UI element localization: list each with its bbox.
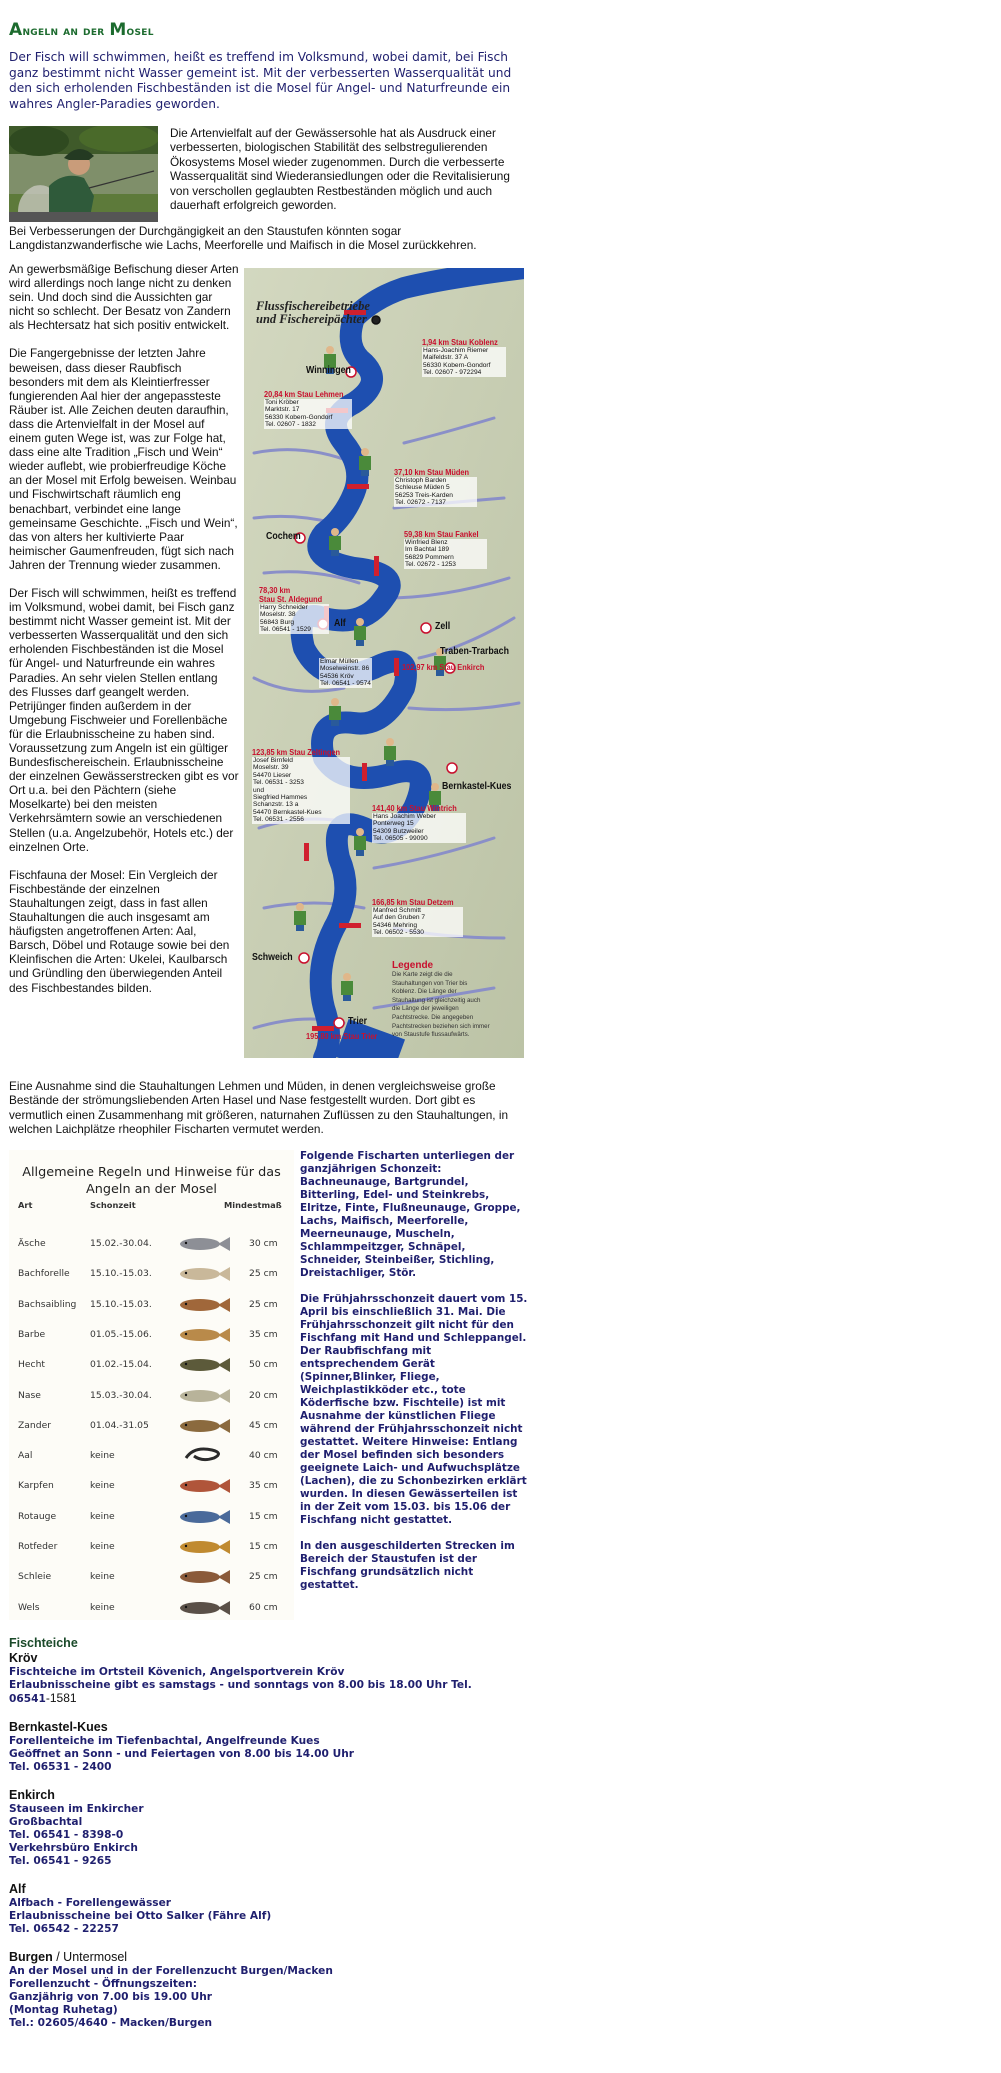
fish-mindestmass: 20 cm — [249, 1389, 278, 1401]
town-winningen: Winningen — [306, 365, 351, 376]
fish-icon — [174, 1414, 234, 1438]
fish-mindestmass: 50 cm — [249, 1359, 278, 1371]
page-title: Angeln an der Mosel — [9, 20, 154, 40]
fish-schonzeit: 01.02.-15.04. — [90, 1359, 152, 1371]
durchgaengigkeit-paragraph: Bei Verbesserungen der Durchgängigkeit an den Staustufen könnten sogar Langdistanzwanderfische wie Lachs, Meerforelle und Maifisch in die Mosel zurückkehren. — [9, 224, 477, 253]
section-alf: Alf Alfbach - Forellengewässer Erlaubnisscheine bei Otto Salker (Fähre Alf) Tel. 06542 - 22257 — [9, 1882, 529, 1936]
intro-paragraph: Der Fisch will schwimmen, heißt es treffend im Volksmund, wobei damit, bei Fisch ganz bestimmt nicht Wasser gemeint ist. Mit der verbesserten Wasserqualität und den sich erholenden Fischbeständen ist die Mosel für Angel- und Naturfreunde ein wahres Angler-Paradies geworden. — [9, 50, 512, 111]
fish-mindestmass: 15 cm — [249, 1541, 278, 1552]
dam-marker-wintrich — [304, 843, 309, 861]
fish-schonzeit: 15.10.-15.03. — [90, 1268, 152, 1280]
dam-enkirch-contact — [319, 658, 372, 688]
dam-contact: Manfred Schmitt Auf den Gruben 7 54346 Mehring Tel. 06502 - 5530 — [372, 907, 463, 937]
fish-icon — [174, 1596, 234, 1620]
fish-art: Schleie — [18, 1571, 52, 1583]
fish-row — [9, 1321, 294, 1351]
fish-art: Hecht — [18, 1359, 46, 1371]
fish-icon — [174, 1565, 234, 1589]
fisch-schwimmen-paragraph: Der Fisch will schwimmen, heißt es treffend im Volksmund, wobei damit, bei Fisch ganz bestimmt nicht Wasser gemeint ist. Mit der verbesserten Wasserqualität und den sich erholenden Fischbeständen ist die Mosel für Angel- und Naturfreunde ein wahres Paradies. An sehr vielen Stellen entlang des Flusses darf geangelt werden. Petrijünger finden außerdem in der Umgebung Fischweier und Forellenbäche für die Erlaubnisscheine zu haben sind. Voraussetzung zum Angeln ist ein gültiger Bundesfischereischein. Erlaubnisscheine der einzelnen Gewässerstrecken gibt es vor Ort u.a. bei den Pächtern (siehe Moselkarte) bei den meisten Verkehrsämtern sowie an verschiedenen Stellen (u.a. Angelzubehör, Hotels etc.) der einzelnen Orte. — [9, 585, 239, 854]
fish-icon — [174, 1323, 234, 1347]
town-cochem: Cochem — [266, 531, 301, 542]
header-mindestmass: Mindestmaß — [224, 1200, 282, 1210]
ganzjaehrig-paragraph: Folgende Fischarten unterliegen der ganzjährigen Schonzeit: Bachneunauge, Bartgrundel, Bitterling, Edel- und Steinkrebs, Elritze, Finte, Flußneunauge, Groppe, Lachs, Maifisch, Meerforelle, Meerneunauge, Muscheln, Schlammpeitzger, Schnäpel, Schneider, Steinbeißer, Stichling, Dreistachliger, Stör. — [300, 1150, 521, 1279]
dam-mueden: 37,10 km Stau Müden Christoph Barden Schleuse Müden 5 56253 Treis-Karden Tel. 02672 - 7137 — [394, 468, 477, 507]
dam-contact: Christoph Barden Schleuse Müden 5 56253 Treis-Karden Tel. 02672 - 7137 — [394, 477, 477, 507]
town-bernkastel-kues: Bernkastel-Kues — [442, 781, 512, 792]
dam-contact: Hans Joachim Weber Ponterweg 15 54309 Butzweiler Tel. 06505 - 99090 — [372, 813, 466, 843]
fish-art: Rotauge — [18, 1510, 57, 1522]
fish-mindestmass: 35 cm — [249, 1328, 278, 1340]
fish-icon — [174, 1232, 234, 1256]
town-alf: Alf — [334, 618, 346, 629]
angler-photo — [9, 126, 158, 222]
section-burgen: Burgen / Untermosel An der Mosel und in der Forellenzucht Burgen/Macken Forellenzucht - Öffnungszeiten: Ganzjährig von 7.00 bis 19.00 Uhr (Montag Ruhetag) Tel.: 02605/4640 - Macken/Burgen — [9, 1950, 529, 2030]
dam-marker-trier — [312, 1026, 334, 1031]
befischung-paragraph: An gewerbsmäßige Befischung dieser Arten wird allerdings noch lange nicht zu denken sein. Und doch sind die Aussichten gar nicht so schlecht. Der Besatz von Zandern als Hechtersatz hat sich positiv entwickelt. — [9, 262, 239, 333]
mosel-map — [244, 268, 524, 1058]
fish-row — [9, 1382, 294, 1412]
fish-art: Zander — [18, 1419, 52, 1431]
rules-title: Allgemeine Regeln und Hinweise für das Angeln an der Mosel — [22, 1165, 281, 1197]
fish-schonzeit: 01.05.-15.06. — [90, 1328, 152, 1340]
fish-mindestmass: 25 cm — [249, 1571, 278, 1583]
fish-icon — [174, 1353, 234, 1377]
fish-icon — [174, 1384, 234, 1408]
dam-koblenz: 1,94 km Stau Koblenz Hans-Joachim Riemer Maifeldstr. 37 A 56330 Kobern-Gondorf Tel. 02607 - 972294 — [422, 338, 506, 377]
fish-mindestmass: 25 cm — [249, 1298, 278, 1310]
fish-rules-table — [9, 1150, 294, 1620]
fish-art: Bachforelle — [18, 1268, 70, 1280]
fish-schonzeit: keine — [90, 1480, 115, 1492]
fish-schonzeit: 15.03.-30.04. — [90, 1389, 152, 1401]
fish-art: Äsche — [18, 1238, 46, 1249]
fish-icon — [174, 1505, 234, 1529]
fish-art: Rotfeder — [18, 1541, 58, 1552]
town-traben-trarbach: Traben-Trarbach — [440, 646, 509, 657]
fish-icon — [174, 1262, 234, 1286]
fish-mindestmass: 45 cm — [249, 1419, 278, 1431]
schonzeit-info — [300, 1150, 530, 1605]
dam-marker-mueden — [347, 484, 369, 489]
fish-icon — [174, 1474, 234, 1498]
fish-schonzeit: keine — [90, 1510, 115, 1522]
dam-marker-enkirch — [394, 658, 399, 676]
header-art: Art — [18, 1200, 33, 1210]
dam-fankel: 59,38 km Stau Fankel Winfried Blenz Im Bachtal 189 56829 Pommern Tel. 02672 - 1253 — [404, 530, 487, 569]
dam-marker-fankel — [374, 556, 379, 576]
town-schweich: Schweich — [252, 952, 293, 963]
fish-row — [9, 1442, 294, 1472]
dam-contact: Toni Kröber Marktstr. 17 56330 Kobern-Gondorf Tel. 02607 - 1832 — [264, 399, 352, 429]
fish-schonzeit: keine — [90, 1601, 115, 1613]
fischfauna-paragraph: Fischfauna der Mosel: Ein Vergleich der Fischbestände der einzelnen Stauhaltungen zeigt, dass in fast allen Stauhaltungen die auch insgesamt am häufigsten angetroffenen Arten: Aal, Barsch, Döbel und Rotauge sowie bei den Kleinfischen die Arten: Ukelei, Kaulbarsch und Gründling den überwiegenden Anteil des Fischbestandes bilden. — [9, 867, 230, 995]
fish-row — [9, 1563, 294, 1593]
left-column-text — [9, 262, 239, 1009]
section-bernkastel: Bernkastel-Kues Forellenteiche im Tiefenbachtal, Angelfreunde Kues Geöffnet an Sonn - und Feiertagen von 8.00 bis 14.00 Uhr Tel. 06531 - 2400 — [9, 1720, 529, 1774]
staustufen-paragraph: In den ausgeschilderten Strecken im Bereich der Staustufen ist der Fischfang grundsätzlich nicht gestattet. — [300, 1540, 515, 1591]
fangergebnisse-paragraph: Die Fangergebnisse der letzten Jahre beweisen, dass dieser Raubfisch besonders mit dem als Kleintierfresser fungierenden Aal hier der angepassteste Räuber ist. Alle Zeichen deuten daraufhin, dass die Artenvielfalt in der Mosel auf einem guten Wege ist, was zur Folge hat, dass eine alte Tradition „Fisch und Wein“ wieder auflebt, wie probierfreudige Köche an der Mosel mit Erfolg beweisen. Weinbau und Fischwirtschaft räumlich eng benachbart, verbindet eine lange gemeinsame Geschichte. „Fisch und Wein“, das von alters her kultivierte Paar heimischer Gaumenfreuden, fügt sich nach Jahren der Trennung wieder zusammen. — [9, 346, 238, 572]
fish-schonzeit: keine — [90, 1541, 115, 1552]
fish-art: Wels — [18, 1601, 40, 1613]
fish-art: Karpfen — [18, 1480, 54, 1492]
fish-row — [9, 1503, 294, 1533]
place-name: Alf — [9, 1882, 26, 1896]
fish-mindestmass: 40 cm — [249, 1450, 278, 1462]
artenvielfalt-paragraph: Die Artenvielfalt auf der Gewässersohle hat als Ausdruck einer verbesserten, biologischen Stabilität des selbstregulierenden Ökosystems Mosel wieder zugenommen. Durch die verbesserte Wasserqualität sind Wiederansiedlungen oder die Revitalisierung von verschollen geglaubten Restbeständen möglich und auch dauerhaft erfolgreich geworden. — [170, 126, 510, 213]
fish-art: Aal — [18, 1450, 33, 1462]
map-legend — [392, 960, 490, 1040]
place-name: Kröv — [9, 1651, 38, 1665]
ausnahme-paragraph: Eine Ausnahme sind die Stauhaltungen Lehmen und Müden, in denen vergleichsweise große Bestände der strömungsliebenden Arten Hasel und Nase festgestellt wurden. Dort gibt es vermutlich einen Zusammenhang mit größeren, naturnahen Zuflüssen zu den Stauhaltungen, in welchen Laichplätze rheophiler Fischarten vermutet werden. — [9, 1079, 509, 1137]
fish-icon — [174, 1535, 234, 1559]
legend-text: Die Karte zeigt die die Stauhaltungen von Trier bis Koblenz. Die Länge der Stauhaltung ist gleichzeitig auch die Länge der jeweiligen Pachtstrecke. Die angegeben Pachtstrecken beziehen sich immer von Staustufe flussaufwärts. — [392, 971, 490, 1039]
dam-contact: Harry Schneider Moselstr. 38 56843 Burg Tel. 06541 - 1529 — [259, 604, 329, 634]
fish-schonzeit: keine — [90, 1450, 115, 1462]
fish-schonzeit: 15.02.-30.04. — [90, 1238, 152, 1249]
fischteiche-section — [9, 1636, 529, 2044]
dam-contact: Josef Birnfeld Moselstr. 39 54470 Lieser Tel. 06531 - 3253 und Siegfried Hammes Schanzstr. 13 a 54470 Bernkastel-Kues Tel. 06531 - 2556 — [252, 757, 350, 824]
dam-contact: Winfried Blenz Im Bachtal 189 56829 Pommern Tel. 02672 - 1253 — [404, 539, 487, 569]
header-schonzeit: Schonzeit — [90, 1200, 136, 1210]
dam-contact: Hans-Joachim Riemer Maifeldstr. 37 A 56330 Kobern-Gondorf Tel. 02607 - 972294 — [422, 347, 506, 377]
legend-title: Legende — [392, 960, 434, 971]
dam-wintrich: 141,40 km Stau Wintrich Hans Joachim Weber Ponterweg 15 54309 Butzweiler Tel. 06505 - 99090 — [372, 804, 466, 843]
fish-row — [9, 1533, 294, 1563]
dam-contact: Elmar Müllen Moselweinstr. 86 54536 Kröv Tel. 06541 - 9574 — [320, 658, 371, 688]
fish-icon — [174, 1293, 234, 1317]
fish-row — [9, 1260, 294, 1290]
fish-mindestmass: 30 cm — [249, 1238, 278, 1249]
fish-mindestmass: 25 cm — [249, 1268, 278, 1280]
fish-schonzeit: keine — [90, 1571, 115, 1583]
fish-mindestmass: 15 cm — [249, 1510, 278, 1522]
dam-zeltingen: 123,85 km Stau Zeltingen Josef Birnfeld Moselstr. 39 54470 Lieser Tel. 06531 - 3253 und Siegfried Hammes Schanzstr. 13 a 54470 Bernkastel-Kues Tel. 06531 - 2556 — [252, 748, 350, 824]
dam-detzem: 166,85 km Stau Detzem Manfred Schmitt Auf den Gruben 7 54346 Mehring Tel. 06502 - 5530 — [372, 898, 463, 937]
fish-row — [9, 1291, 294, 1321]
fish-icon — [174, 1444, 234, 1468]
dam-trier: 195,80 km Stau Trier — [306, 1032, 378, 1041]
place-name: Burgen / Untermosel — [9, 1950, 128, 1964]
fish-mindestmass: 35 cm — [249, 1480, 278, 1492]
dam-enkirch-label: 102,97 km Stau Enkirch — [402, 663, 485, 672]
town-trier: Trier — [348, 1016, 368, 1027]
map-title: Flussfischereibetriebe und Fischereipächter — [256, 299, 370, 326]
fish-art: Barbe — [18, 1328, 46, 1340]
fish-row — [9, 1412, 294, 1442]
town-zell: Zell — [435, 621, 451, 632]
fish-schonzeit: 15.10.-15.03. — [90, 1298, 152, 1310]
fish-row — [9, 1351, 294, 1381]
fischteiche-heading: Fischteiche — [9, 1636, 78, 1650]
dam-marker-detzem — [339, 923, 361, 928]
fish-schonzeit: 01.04.-31.05 — [90, 1419, 149, 1431]
fish-art: Nase — [18, 1389, 41, 1401]
section-enkirch: Enkirch Stauseen im Enkircher Großbachtal Tel. 06541 - 8398-0 Verkehrsbüro Enkirch Tel. 06541 - 9265 — [9, 1788, 529, 1868]
fruehjahr-paragraph: Die Frühjahrsschonzeit dauert vom 15. April bis einschließlich 31. Mai. Die Frühjahrsschonzeit gilt nicht für den Fischfang mit Hand und Schleppangel. Der Raubfischfang mit entsprechendem Gerät (Spinner,Blinker, Fliege, Weichplastikköder etc., tote Köderfische bzw. Fischteile) ist mit Ausnahme der künstlichen Fliege während der Frühjahrsschonzeit nicht gestattet. Weitere Hinweise: Entlang der Mosel befinden sich besonders geeignete Laich- und Aufwuchsplätze (Lachen), die zu Schonbezirken erklärt wurden. In diesen Gewässerteilen ist in der Zeit vom 15.03. bis 15.06 der Fischfang nicht gestattet. — [300, 1293, 528, 1526]
fish-art: Bachsaibling — [18, 1298, 77, 1310]
place-name: Bernkastel-Kues — [9, 1720, 108, 1734]
fish-row — [9, 1594, 294, 1624]
dam-st-aldegund: 78,30 km Stau St. Aldegund Harry Schneider Moselstr. 38 56843 Burg Tel. 06541 - 1529 — [259, 586, 329, 634]
fish-mindestmass: 60 cm — [249, 1601, 278, 1613]
dam-marker-zeltingen — [362, 763, 367, 781]
section-kroev: Fischteiche Kröv Fischteiche im Ortsteil Kövenich, Angelsportverein Kröv Erlaubnisscheine gibt es samstags - und sonntags von 8.00 bis 18.00 Uhr Tel. 06541-1581 — [9, 1636, 529, 1706]
fish-row — [9, 1230, 294, 1260]
place-name: Enkirch — [9, 1788, 55, 1802]
dam-lehmen: 20,84 km Stau Lehmen Toni Kröber Marktstr. 17 56330 Kobern-Gondorf Tel. 02607 - 1832 — [264, 390, 352, 429]
fish-row — [9, 1472, 294, 1502]
